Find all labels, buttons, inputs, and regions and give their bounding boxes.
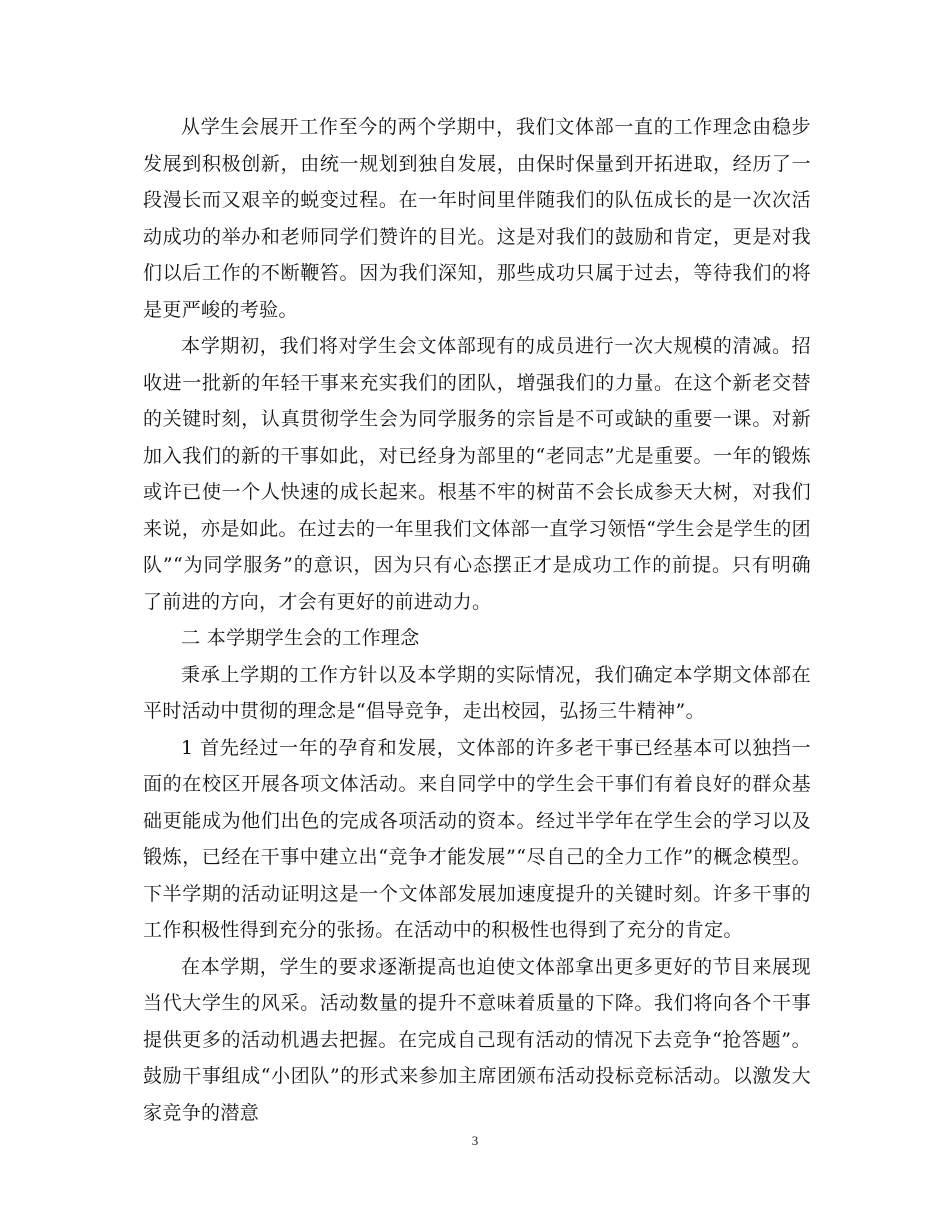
page-number: 3 (471, 1133, 479, 1148)
section-heading-work-philosophy: 二 本学期学生会的工作理念 (181, 627, 420, 649)
paragraph-semester-recruitment: 本学期初，我们将对学生会文体部现有的成员进行一次大规模的清减。招收进一批新的年轻干事来充实我们的团队，增强我们的力量。在这个新老交替的关键时刻，认真贯彻学生会为同学服务的宗旨是不可或缺的重要一课。对新加入我们的新的干事如此，对已经身为部里的“老同志”尤是重要。一年的锻炼或许已使一个人快速的成长起来。根基不牢的树苗不会长成参天大树，对我们来说，亦是如此。在过去的一年里我们文体部一直学习领悟“学生会是学生的团队”“为同学服务”的意识，因为只有心态摆正才是成功工作的前提。只有明确了前进的方向，才会有更好的前进动力。 (143, 335, 811, 613)
paragraph-semester-activities: 在本学期，学生的要求逐渐提高也迫使文体部拿出更多更好的节目来展现当代大学生的风采。活动数量的提升不意味着质量的下降。我们将向各个干事提供更多的活动机遇去把握。在完成自己现有活动的情况下去竞争“抢答题”。鼓励干事组成“小团队”的形式来参加主席团颁布活动投标竞标活动。以激发大家竞争的潜意 (143, 955, 811, 1124)
document-body (143, 109, 811, 1131)
paragraph-semester-principle: 秉承上学期的工作方针以及本学期的实际情况，我们确定本学期文体部在平时活动中贯彻的理念是“倡导竞争，走出校园，弘扬三牛精神”。 (143, 663, 811, 722)
paragraph-point-one-competition: 1 首先经过一年的孕育和发展，文体部的许多老干事已经基本可以独挡一面的在校区开展各项文体活动。来自同学中的学生会干事们有着良好的群众基础更能成为他们出色的完成各项活动的资本。经过半学年在学生会的学习以及锻炼，已经在干事中建立出“竞争才能发展”“尽自己的全力工作”的概念模型。下半学期的活动证明这是一个文体部发展加速度提升的关键时刻。许多干事的工作积极性得到充分的张扬。在活动中的积极性也得到了充分的肯定。 (143, 736, 811, 941)
paragraph-work-philosophy-history: 从学生会展开工作至今的两个学期中，我们文体部一直的工作理念由稳步发展到积极创新，由统一规划到独自发展，由保时保量到开拓进取，经历了一段漫长而又艰辛的蜕变过程。在一年时间里伴随我们的队伍成长的是一次次活动成功的举办和老师同学们赞许的目光。这是对我们的鼓励和肯定，更是对我们以后工作的不断鞭笞。因为我们深知，那些成功只属于过去，等待我们的将是更严峻的考验。 (143, 116, 811, 321)
